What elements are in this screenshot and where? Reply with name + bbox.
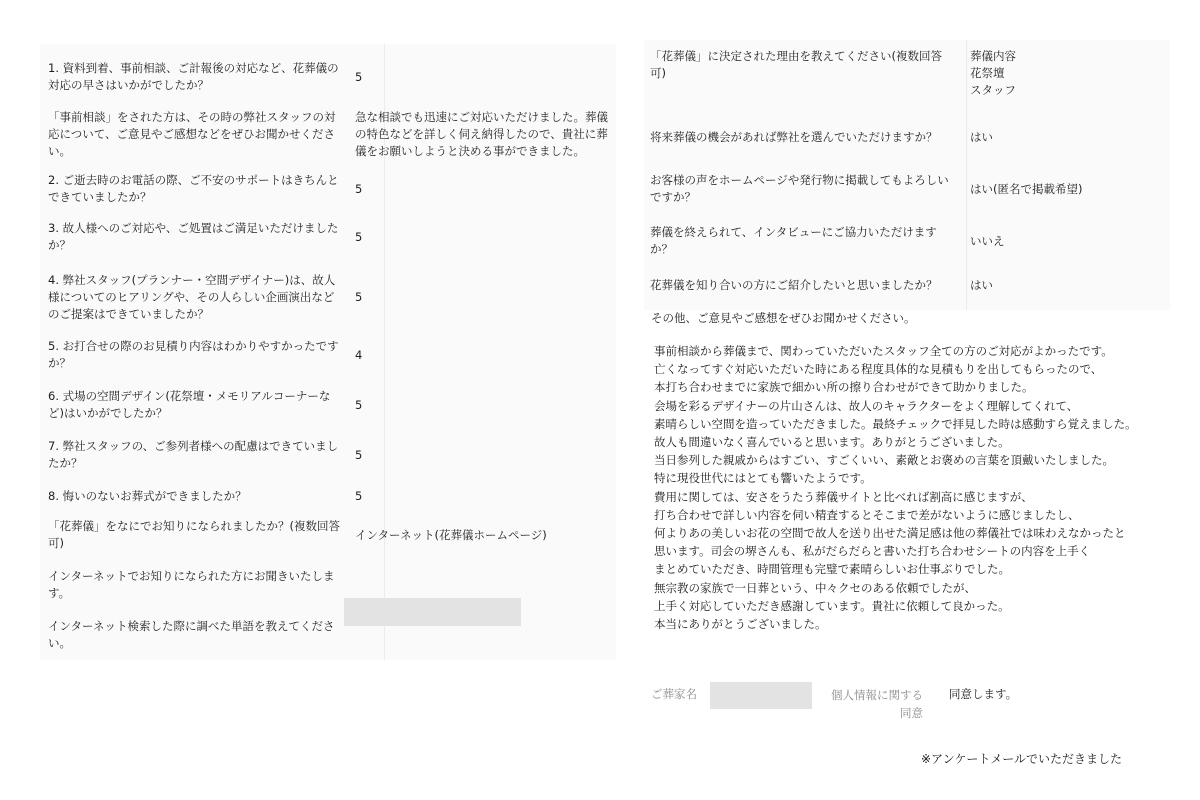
survey-answer (970, 46, 1160, 99)
footer-row (651, 680, 1171, 724)
survey-row (40, 514, 616, 556)
comment-line: 思います。司会の堺さんも、私がだらだらと書いた打ち合わせシートの内容を上手く (654, 544, 1091, 559)
survey-answer: インターネット(花葬儀ホームページ) (355, 527, 547, 542)
survey-answer: 5 (355, 447, 363, 462)
comment-line: 費用に関しては、安さをうたう葬儀サイトと比べれば割高に感じますが、 (654, 489, 1033, 504)
survey-row (40, 168, 616, 210)
other-comments-label: その他、ご意見やご感想をぜひお聞かせください。 (651, 311, 916, 325)
survey-answer: 5 (355, 229, 363, 244)
survey-row (644, 272, 1170, 298)
survey-question: インターネットでお知りになられた方にお聞きいたします。 (48, 569, 335, 600)
survey-answer: はい (970, 129, 993, 144)
survey-row (644, 168, 1170, 210)
survey-row (40, 484, 616, 508)
survey-question: 「事前相談」をされた方は、その時の弊社スタッフの対応について、ご意見やご感想などをぜひお聞かせください。 (48, 109, 336, 158)
survey-answer: いいえ (970, 233, 1005, 248)
family-name-redacted (710, 682, 812, 709)
survey-question: 将来葬儀の機会があれば弊社を選んでいただけますか？ (650, 129, 938, 144)
survey-row (644, 116, 1170, 158)
survey-answer: はい(匿名で掲載希望) (970, 181, 1083, 196)
survey-row (40, 614, 616, 656)
survey-question: 5. お打合せの際のお見積り内容はわかりやすかったですか？ (48, 339, 339, 370)
answer-line: 花祭壇 (970, 66, 1005, 80)
comment-line: 素晴らしい空間を造っていただきました。最終チェックで拝見した時は感動すら覚えました。 (654, 416, 1137, 431)
comment-line: まとめていただき、時間管理も完璧で素晴らしいお仕事ぶりでした。 (654, 562, 1011, 577)
survey-answer: 4 (355, 347, 363, 362)
survey-row (40, 564, 616, 606)
survey-row (40, 434, 616, 476)
survey-table-right (644, 40, 1170, 310)
survey-answer: 急な相談でも迅速にご対応いただけました。葬儀の特色などを詳しく伺え納得したので、貴社に葬儀をお願いしようと決める事ができました。 (355, 109, 608, 158)
comment-line: 当日参列した親戚からはすごい、すごくいい、素敵とお褒めの言葉を頂戴いたしました。 (654, 453, 1114, 468)
survey-question: インターネット検索した際に調べた単語を教えてください。 (48, 619, 335, 650)
survey-question: 7. 弊社スタッフの、ご参列者様への配慮はできていましたか？ (48, 439, 339, 470)
survey-row (644, 46, 1170, 106)
survey-answer: 5 (355, 397, 363, 412)
survey-row (40, 52, 616, 102)
survey-question: 花葬儀を知り合いの方にご紹介したいと思いましたか？ (650, 277, 938, 292)
comment-line: 特に現役世代にはとても響いたようです。 (654, 471, 872, 486)
footnote: ※アンケートメールでいただきました (921, 752, 1122, 766)
comment-line: 何よりあの美しいお花の空間で故人を送り出せた満足感は他の葬儀社では味わえなかったと (654, 526, 1126, 541)
family-name-label: ご葬家名 (651, 687, 697, 701)
survey-question: 4. 弊社スタッフ(プランナー・空間デザイナー)は、故人様についてのヒアリングや、その人らしい企画演出などのご提案はできていましたか？ (48, 272, 336, 321)
answer-line: スタッフ (970, 83, 1016, 97)
survey-answer: 5 (355, 69, 363, 84)
comment-line: 無宗教の家族で一日葬という、中々クセのある依頼でしたが、 (654, 580, 976, 595)
survey-answer: はい (970, 277, 993, 292)
survey-answer: 5 (355, 181, 363, 196)
survey-row (40, 384, 616, 426)
comment-line: 上手く対応していただき感謝しています。貴社に依頼して良かった。 (654, 598, 1010, 613)
customer-comment (654, 342, 1174, 633)
comment-line: 亡くなってすぐ対応いただいた時にある程度具体的な見積もりを出してもらったので、 (654, 362, 1103, 377)
survey-question: 8. 悔いのないお葬式ができましたか？ (48, 488, 247, 503)
survey-question: お客様の声をホームページや発行物に掲載してもよろしいですか？ (650, 173, 949, 204)
survey-question: 1. 資料到着、事前相談、ご計報後の対応など、花葬儀の対応の早さはいかがでしたか？ (48, 61, 339, 92)
survey-row (40, 334, 616, 376)
comment-line: 事前相談から葬儀まで、関わっていただいたスタッフ全ての方のご対応がよかったです。 (654, 344, 1113, 358)
comment-line: 会場を彩るデザイナーの片山さんは、故人のキャラクターをよく理解してくれて、 (654, 398, 1079, 413)
comment-line: 本打ち合わせまでに家族で細かい所の擦り合わせができて助かりました。 (654, 380, 1034, 395)
survey-question: 3. 故人様へのご対応や、ご処置はご満足いただけましたか？ (48, 221, 339, 252)
comment-line: 故人も間違いなく喜んでいると思います。ありがとうございました。 (654, 435, 1010, 450)
privacy-label-line: 個人情報に関する (831, 688, 923, 702)
survey-row (40, 216, 616, 258)
comment-line: 本当にありがとうございました。 (654, 617, 827, 632)
survey-question: 葬儀を終えられて、インタビューにご協力いただけますか？ (650, 225, 937, 256)
survey-answer: 5 (355, 488, 363, 503)
survey-row (40, 104, 616, 164)
privacy-consent-value: 同意します。 (949, 687, 1018, 701)
survey-row (40, 266, 616, 328)
survey-question: 「花葬儀」に決定された理由を教えてください(複数回答可) (650, 49, 942, 80)
survey-question: 6. 式場の空間デザイン(花祭壇・メモリアルコーナーなど)はいかがでしたか？ (48, 389, 331, 420)
survey-row (644, 220, 1170, 262)
privacy-consent-label (817, 686, 923, 722)
comment-line: 打ち合わせで詳しい内容を伺い精査するとそこまで差がないように感じましたし、 (654, 507, 1080, 522)
survey-question: 2. ご逝去時のお電話の際、ご不安のサポートはきちんとできていましたか？ (48, 173, 339, 204)
survey-answer: 5 (355, 289, 363, 304)
survey-table-left (40, 44, 616, 660)
survey-question: 「花葬儀」をなにでお知りになられましたか？(複数回答可) (48, 519, 340, 550)
answer-line: 葬儀内容 (970, 49, 1016, 63)
privacy-label-line: 同意 (900, 706, 923, 720)
